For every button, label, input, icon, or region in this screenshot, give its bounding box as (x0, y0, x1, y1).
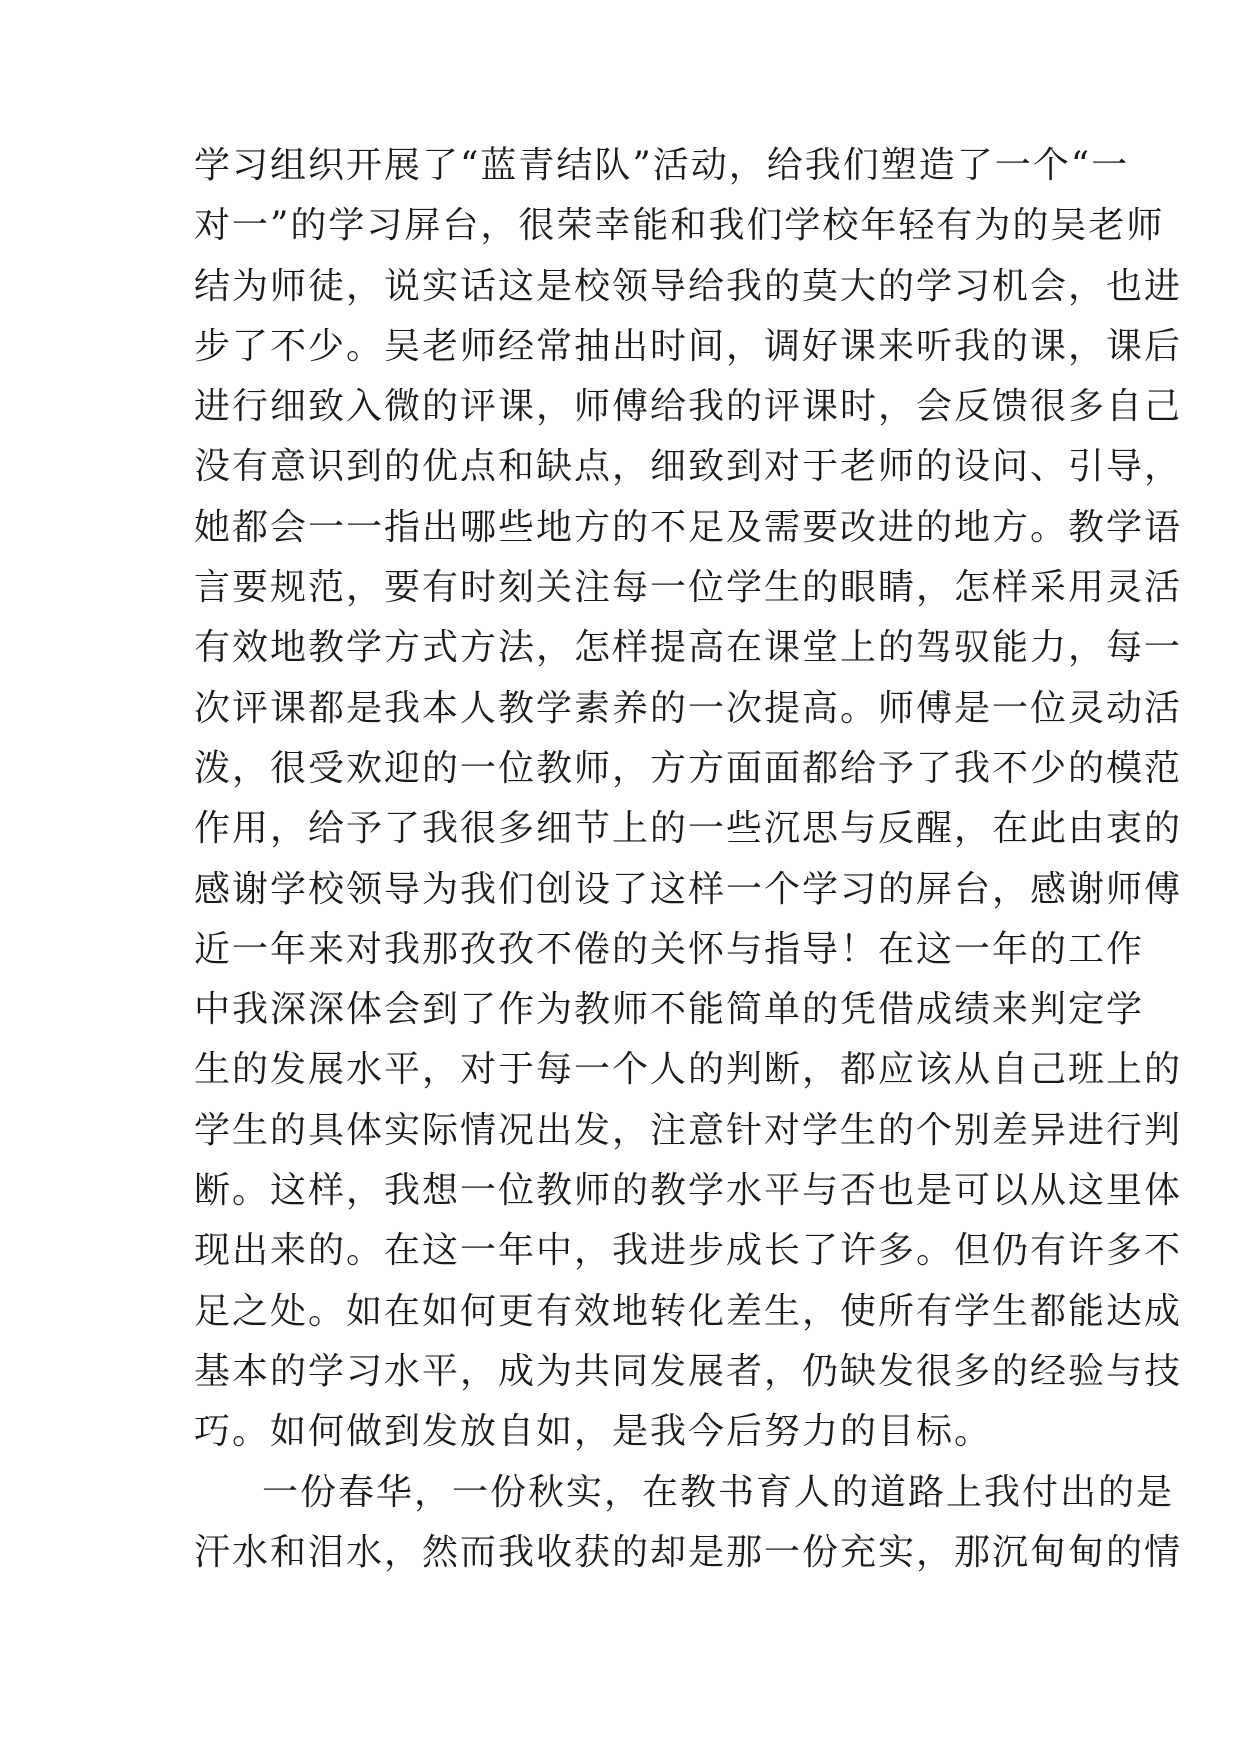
text-line: 近一年来对我那孜孜不倦的关怀与指导！在这一年的工作 (194, 928, 1145, 970)
text-line: 中我深深体会到了作为教师不能简单的凭借成绩来判定学 (194, 989, 1145, 1031)
paragraph-start-line: 一份春华，一份秋实，在教书育人的道路上我付出的是 (262, 1471, 1175, 1513)
text-line: 结为师徒，说实话这是校领导给我的莫大的学习机会，也进 (194, 265, 1183, 307)
text-line: 对一”的学习屏台，很荣幸能和我们学校年轻有为的吴老师 (194, 205, 1165, 247)
text-line: 现出来的。在这一年中，我进步成长了许多。但仍有许多不 (194, 1230, 1183, 1272)
text-line: 次评课都是我本人教学素养的一次提高。师傅是一位灵动活 (194, 687, 1183, 729)
text-line: 生的发展水平，对于每一个人的判断，都应该从自己班上的 (194, 1049, 1183, 1091)
text-line: 汗水和泪水，然而我收获的却是那一份充实，那沉甸甸的情 (194, 1531, 1183, 1573)
text-line: 作用，给予了我很多细节上的一些沉思与反醒，在此由衷的 (194, 808, 1183, 850)
text-line: 感谢学校领导为我们创设了这样一个学习的屏台，感谢师傅 (194, 868, 1183, 910)
text-line: 足之处。如在如何更有效地转化差生，使所有学生都能达成 (194, 1290, 1183, 1332)
text-line: 她都会一一指出哪些地方的不足及需要改进的地方。教学语 (194, 506, 1183, 548)
text-line: 断。这样，我想一位教师的教学水平与否也是可以从这里体 (194, 1170, 1183, 1212)
text-line: 步了不少。吴老师经常抽出时间，调好课来听我的课，课后 (194, 325, 1183, 367)
body-text (194, 136, 1183, 1583)
text-line: 巧。如何做到发放自如，是我今后努力的目标。 (194, 1411, 993, 1453)
text-line: 进行细致入微的评课，师傅给我的评课时，会反馈很多自己 (194, 386, 1183, 428)
text-line: 有效地教学方式方法，怎样提高在课堂上的驾驭能力，每一 (194, 627, 1183, 669)
text-line: 没有意识到的优点和缺点，细致到对于老师的设问、引导， (194, 446, 1183, 488)
text-line: 基本的学习水平，成为共同发展者，仍缺发很多的经验与技 (194, 1350, 1183, 1392)
text-line: 学习组织开展了“蓝青结队”活动，给我们塑造了一个“一 (194, 145, 1130, 186)
text-line: 言要规范，要有时刻关注每一位学生的眼睛，怎样采用灵活 (194, 567, 1183, 609)
text-line: 学生的具体实际情况出发，注意针对学生的个别差异进行判 (194, 1109, 1183, 1151)
text-line: 泼，很受欢迎的一位教师，方方面面都给予了我不少的模范 (194, 747, 1183, 789)
